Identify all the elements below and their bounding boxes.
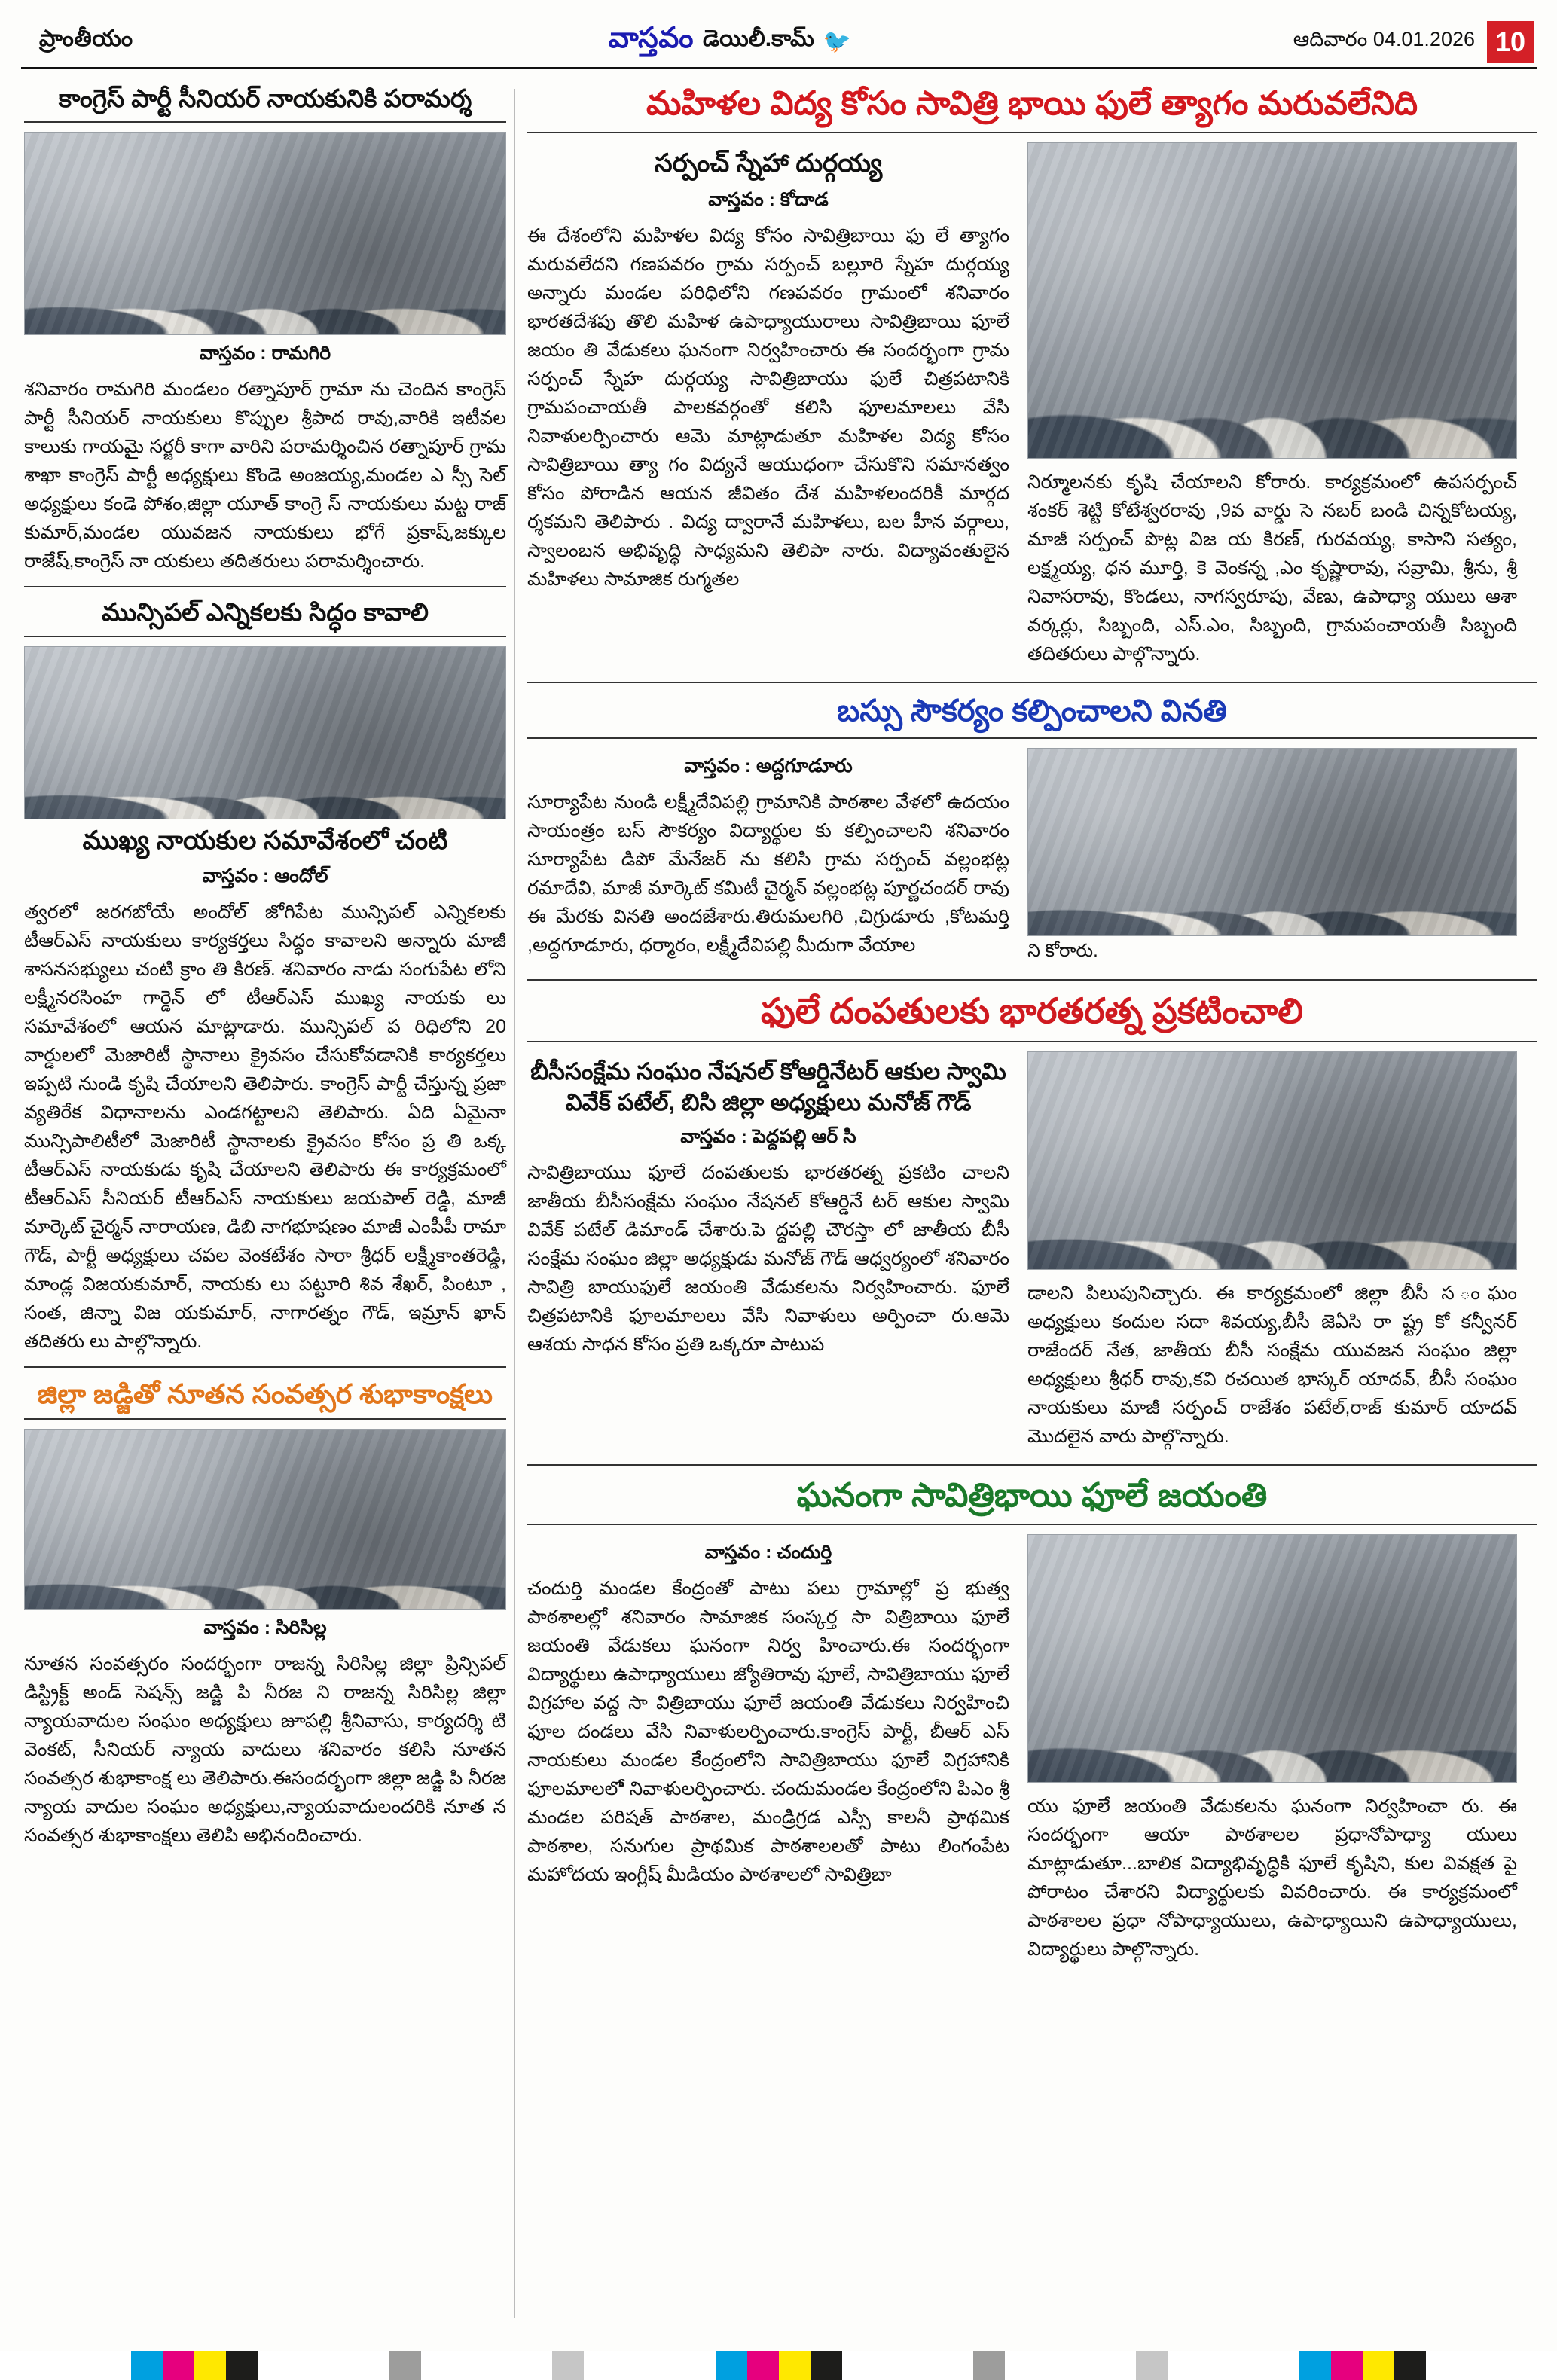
photo-caption: ని కోరారు. [1027, 941, 1098, 961]
page-number-badge: 10 [1487, 21, 1534, 63]
paper-subtitle: డెయిలీ.కామ్ [702, 26, 814, 51]
masthead-right [1213, 21, 1537, 63]
color-swatch-magenta-2 [747, 2351, 779, 2380]
masthead [21, 17, 1537, 69]
article-sub-headline: ముఖ్య నాయకుల సమావేశంలో చంటి [82, 825, 448, 855]
color-swatch-yellow-2 [779, 2351, 811, 2380]
color-swatch-cyan [131, 2351, 163, 2380]
article-headline: కాంగ్రెస్ పార్టీ సీనియర్ నాయకునికి పరామర్శ [58, 84, 472, 112]
masthead-title-group [247, 23, 1213, 62]
color-swatch-gray-4 [1136, 2351, 1168, 2380]
column-divider [514, 89, 515, 2318]
article-body-col2: డాలని పిలుపునిచ్చారు. ఈ కార్యక్రమంలో జిల్లా బీసీ స ంఘం అధ్యక్షులు కందుల సదా శివయ్య,బీసీ జెఏసి రా ష్ట్ర కో కన్వీనర్ రాజేందర్ నేత, జాతీయ బీసీ సంక్షేమ యువజన సంఘం జిల్లా అధ్యక్షులు శ్రీధర్ రావు,కవి రచయిత భాస్కర్ యాదవ్, బీసీ సంఘం నాయకులు మాజీ సర్పంచ్ రాజేశం పటేల్,రాజ్ కుమార్ యాదవ్ మొదలైన వారు పాల్గొన్నారు. [1027, 1282, 1517, 1447]
color-swatch-black-3 [1394, 2351, 1426, 2380]
article-body: నూతన సంవత్సరం సందర్భంగా రాజన్న సిరిసిల్ల జిల్లా ప్రిన్సిపల్ డిస్ట్రిక్ట్ అండ్ సెషన్స్ జడ్జి పి నీరజ ని రాజన్న సిరిసిల్ల జిల్లా న్యాయవాదుల సంఘం అధ్యక్షులు జూపల్లి శ్రీనివాసు, కార్యదర్శి టి వెంకట్, సీనియర్ న్యాయ వాదులు శనివారం కలిసి నూతన సంవత్సర శుభాకాంక్ష లు తెలిపారు.ఈసందర్భంగా జిల్లా జడ్జి పి నీరజ న్యాయ వాదుల సంఘం అధ్యక్షులు,న్యాయవాదులందరికి నూత న సంవత్సర శుభాకాంక్షలు తెలిపి అభినందించారు. [24, 1653, 506, 1847]
article-body-col1: చందుర్తి మండల కేంద్రంతో పాటు పలు గ్రామాల్లో ప్ర భుత్వ పాఠశాలల్లో శనివారం సామాజిక సంస్కర్త సా విత్రిబాయి ఫూలే జయంతి వేడుకలు ఘనంగా నిర్వ హించారు.ఈ సందర్భంగా విద్యార్థులు ఉపాధ్యాయులు జ్యోతిరావు ఫూలే, సావిత్రిబాయు ఫూలే విగ్రహాల వద్ద సా విత్రిబాయు ఫూలే జయంతి వేడుకలు నిర్వహించి ఫూల దండలు వేసి నివాళులర్పించారు.కాంగ్రెస్ పార్టీ, బీఆర్ ఎస్ నాయకులు మండల కేంద్రంలోని సావిత్రిబాయు ఫూలే విగ్రహానికి ఫూలమాలలోే నివాళులర్పించారు. చందుమండల కేంద్రంలోని పిఎం శ్రీ మండల పరిషత్ పాఠశాల, మండ్రిగ్రడ ఎస్సీ కాలనీ ప్రాథమిక పాఠశాల, సనుగుల ప్రాథమిక పాఠశాలలతో పాటు లింగంపేట మహోదయ ఇంగ్లీష్ మీడియం పాఠశాలలో సావిత్రిబా [527, 1577, 1009, 1885]
article-savitribai-jayanti [527, 1475, 1537, 1964]
color-swatch-black [226, 2351, 258, 2380]
article-phule-bharat-ratna [527, 990, 1537, 1451]
color-swatch-yellow [194, 2351, 226, 2380]
article-body-col1: ఈ దేశంలోని మహిళల విద్య కోసం సావిత్రిబాయి ఫు లే త్యాగం మరువలేదని గణపవరం గ్రామ సర్పంచ్ బల్లూరి స్నేహ దుర్గయ్య అన్నారు మండల పరిధిలోని గణపవరం గ్రామంలో శనివారం భారతదేశపు తొలి మహిళ ఉపాధ్యాయురాలు సావిత్రిబాయి ఫూలే జయం తి వేడుకలు ఘనంగా నిర్వహించారు ఈ సందర్భంగా గ్రామ సర్పంచ్ స్నేహ దుర్గయ్య సావిత్రిబాయు ఫులే చిత్రపటానికి గ్రామపంచాయతీ పాలకవర్గంతో కలిసి ఫూలమాలలు వేసి నివాళులర్పించారు ఆమె మాట్లాడుతూ మహిళల విద్య కోసం సావిత్రిబాయి త్యా గం విద్యనే ఆయుధంగా చేసుకొని సమానత్వం కోసం పోరాడిన ఆయన జీవితం దేశ మహిళలందరికీ మార్గద ర్శకమని తెలిపారు . విద్య ద్వారానే మహిళలు, బల హీన వర్గాలు, స్వాలంబన అభివృద్ధి సాధ్యమని తెలిపా నారు. విద్యావంతులైన మహిళలు సామాజిక రుగ్మతల [527, 224, 1009, 590]
article-headline: మహిళల విద్య కోసం సావిత్రి భాయి ఫులే త్యాగం మరువలేనిది [646, 85, 1418, 122]
article-headline: మున్సిపల్ ఎన్నికలకు సిద్ధం కావాలి [102, 598, 429, 627]
photo-condolence-visit [24, 132, 506, 335]
article-byline: వాస్తవం : సిరిసిల్ల [203, 1617, 327, 1639]
article-congress-senior-leader [24, 83, 506, 575]
photo-phule-bharat-ratna [1027, 1051, 1517, 1270]
article-district-judge-greetings [24, 1377, 506, 1850]
article-headline: జిల్లా జడ్జితో నూతన సంవత్సర శుభాకాంక్షలు [38, 1378, 493, 1410]
article-headline: ఘనంగా సావిత్రిభాయి ఫూలే జయంతి [796, 1476, 1268, 1514]
section-label: ప్రాంతీయం [39, 26, 133, 51]
article-body: సూర్యాపేట నుండి లక్ష్మీదేవిపల్లి గ్రామానికి పాఠశాల వేళలో ఉదయం సాయంత్రం బస్ సౌకర్యం విద్యార్థుల కు కల్పించాలని శనివారం సూర్యాపేట డిపో మేనేజర్ ను కలిసి గ్రామ సర్పంచ్ వల్లంభట్ల రమాదేవి, మాజీ మార్కెట్ కమిటీ చైర్మన్ వల్లంభట్ల పూర్ణచందర్ రావు ఈ మేరకు వినతి అందజేశారు.తిరుమలగిరి ,చిగ్రుడూరు ,కోటమర్తి ,అద్దగూడూరు, ధర్మారం, లక్ష్మీదేవిపల్లి మీదుగా వేయాల [527, 792, 1009, 956]
color-swatch-magenta [163, 2351, 194, 2380]
article-sub-headline: సర్పంచ్ స్నేహా దుర్గయ్య [654, 149, 883, 178]
color-swatch-gray-3 [973, 2351, 1005, 2380]
article-body: త్వరలో జరగబోయే అందోల్ జోగిపేట మున్సిపల్ ఎన్నికలకు టీఆర్ఎస్ నాయకులు కార్యకర్తలు సిద్ధం కావాలని అన్నారు మాజీ శాసనసభ్యులు చంటి క్రాం తి కిరణ్. శనివారం నాడు సంగుపేట లోని లక్ష్మీనరసింహ గార్డెన్ లో టీఆర్ఎస్ ముఖ్య నాయకు లు సమావేశంలో ఆయన మాట్లాడారు. మున్సిపల్ ప రిధిలోని 20 వార్డులలో మెజారిటీ స్థానాలు క్రైవసం చేసుకోవడానికి కార్యకర్తలు ఇప్పటి నుండి కృషి చేయాలని తెలిపారు. కాంగ్రెస్ పార్టీ చేస్తున్న ప్రజా వ్యతిరేక విధానాలను ఎండగట్టాలని తెలిపారు. ఏది ఏమైనా మున్సిపాలిటీలో మెజారిటీ స్థానాలకు క్రైవసం కోసం ప్ర తి ఒక్క టీఆర్ఎస్ నాయకుడు కృషి చేయాలని తెలిపారు ఈ కార్యక్రమంలో టీఆర్ఎస్ సీనియర్ టీఆర్ఎస్ నాయకులు జయపాల్ రెడ్డి, మాజీ మార్కెట్ చైర్మన్ నారాయణ, డిబి నాగభూషణం మాజీ ఎంపీపీ రామా గౌడ్, పార్టీ అధ్యక్షులు చపల వెంకటేశం సారా శ్రీధర్ లక్ష్మీకాంతరెడ్డి, మాండ్ల విజయకుమార్, నాయకు లు పట్టూరి శివ శేఖర్, పింటూ , సంత, జిన్నా విజ యకుమార్, నాగారత్నం గౌడ్, ఇమ్రాన్ ఖాన్ తదితరు లు పాల్గొన్నారు. [24, 902, 506, 1353]
publication-date: ఆదివారం 04.01.2026 [1293, 27, 1475, 50]
photo-bus-petition [1027, 748, 1517, 936]
article-headline: ఫులే దంపతులకు భారతరత్న ప్రకటించాలి [760, 991, 1303, 1030]
color-swatch-yellow-3 [1363, 2351, 1394, 2380]
article-body-col2: యు ఫూలే జయంతి వేడుకలను ఘనంగా నిర్వహించా రు. ఈ సందర్భంగా ఆయా పాఠశాలల ప్రధానోపాధ్యా యులు మాట్లాడుతూ...బాలిక విద్యాభివృద్ధికి ఫూలే కృషిని, కుల వివక్షత పై పోరాటం చేశారని విద్యార్థులకు వివరించారు. ఈ కార్యక్రమంలో పాఠశాలల ప్రధా నోపాధ్యాయులు, ఉపాధ్యాయిని ఉపాధ్యాయులు, విద్యార్థులు పాల్గొన్నారు. [1027, 1795, 1517, 1960]
article-body-col2: నిర్మూలనకు కృషి చేయాలని కోరారు. కార్యక్రమంలో ఉపసర్పంచ్ శంకర్ శెట్టి కోటేశ్వరరావు ,9వ వార్డు సె నబర్ బండి చిన్నకోటయ్య, మాజీ సర్పంచ్ పొట్ల విజ య కిరణ్, గురవయ్య, కాసాని సత్యం, లక్ష్మయ్య, ధన మూర్తి, కె వెంకన్న ,ఎం కృష్ణారావు, సవ్రామి, శ్రీను, శ్రీ నివాసరావు, కొండలు, నాగస్వరూపు, వేణు, ఉపాధ్యా యులు ఆశా వర్కర్లు, సిబ్బంది, ఎస్.ఎం, సిబ్బంది, గ్రామపంచాయతీ సిబ్బంది తదితరులు పాల్గొన్నారు. [1027, 471, 1517, 664]
photo-savitribai-jayanti [1027, 1534, 1517, 1783]
main-column [527, 83, 1537, 1968]
paper-title: వాస్తవం [608, 22, 694, 54]
photo-municipal-meeting [24, 646, 506, 819]
left-column [24, 83, 506, 1850]
article-byline: వాస్తవం : పెద్దపల్లి ఆర్ సి [680, 1126, 856, 1148]
color-swatch-gray-1 [389, 2351, 421, 2380]
article-savitribai-phule-sacrifice [527, 83, 1537, 668]
bird-icon: 🐦 [823, 29, 852, 54]
photo-sarpanch-event [1027, 142, 1517, 459]
article-body: శనివారం రామగిరి మండలం రత్నాపూర్ గ్రామా ను చెందిన కాంగ్రెస్ పార్టీ సీనియర్ నాయకులు కొప్పుల శ్రీపాద రావు,వారికి ఇటీవల కాలుకు గాయమై సర్జరీ కాగా వారిని పరామర్శించిన రత్నాపూర్ గ్రామ శాఖా కాంగ్రెస్ పార్టీ అధ్యక్షులు కొండె అంజయ్య,మండల ఎ స్సీ సెల్ అధ్యక్షులు కండె పోశం,జిల్లా యూత్ కాంగ్రె స్ నాయకులు మట్ట రాజ్ కుమార్,మండల యువజన నాయకులు భోగే ప్రకాష్,జక్కుల రాజేష్,కాంగ్రెస్ నా యకులు తదితరులు పరామర్శించారు. [24, 379, 506, 572]
article-byline: వాస్తవం : ఆందోల్ [202, 865, 328, 887]
article-bus-facility-request [527, 692, 1537, 966]
article-byline: వాస్తవం : చందుర్తి [704, 1541, 832, 1563]
article-municipal-elections [24, 597, 506, 1356]
article-byline: వాస్తవం : అద్దగూడూరు [684, 755, 853, 777]
color-swatch-cyan-2 [716, 2351, 747, 2380]
article-byline: వాస్తవం : కోదాడ [708, 188, 829, 210]
color-swatch-cyan-3 [1299, 2351, 1331, 2380]
color-swatch-magenta-3 [1331, 2351, 1363, 2380]
article-byline: వాస్తవం : రామగిరి [199, 343, 331, 365]
photo-district-judge-greetings [24, 1429, 506, 1610]
article-headline: బస్సు సౌకర్యం కల్పించాలని వినతి [837, 694, 1227, 728]
color-swatch-gray-2 [552, 2351, 584, 2380]
color-swatch-black-2 [811, 2351, 842, 2380]
article-sub-headline: బీసీసంక్షేమ సంఘం నేషనల్ కోఆర్డినేటర్ ఆకుల స్వామి వివేక్ పటేల్, బిసి జిల్లా అధ్యక్షులు మనోజ్ గౌడ్ [530, 1057, 1006, 1116]
article-body-col1: సావిత్రిబాయుు ఫూలే దంపతులకు భారతరత్న ప్రకటిం చాలని జాతీయ బీసీసంక్షేమ సంఘం నేషనల్ కోఆర్డినే టర్ ఆకుల స్వామి వివేక్ పటేల్ డిమాండ్ చేశారు.పె ద్దపల్లి చౌరస్తా లో జాతీయ బీసీ సంక్షేమ సంఘం జిల్లా అధ్యక్షుడు మనోజ్ గౌడ్ ఆధ్వర్యంలో శనివారం సావిత్రి బాయుఫులే జయంతి వేడుకలను నిర్వహించారు. ఫూలే చిత్రపటానికి ఫూలమాలలు వేసి నివాళులు అర్పించా రు.ఆమె ఆశయ సాధన కోసం ప్రతి ఒక్కరూ పాటుప [527, 1162, 1009, 1356]
print-registration-color-bar [0, 2351, 1557, 2380]
